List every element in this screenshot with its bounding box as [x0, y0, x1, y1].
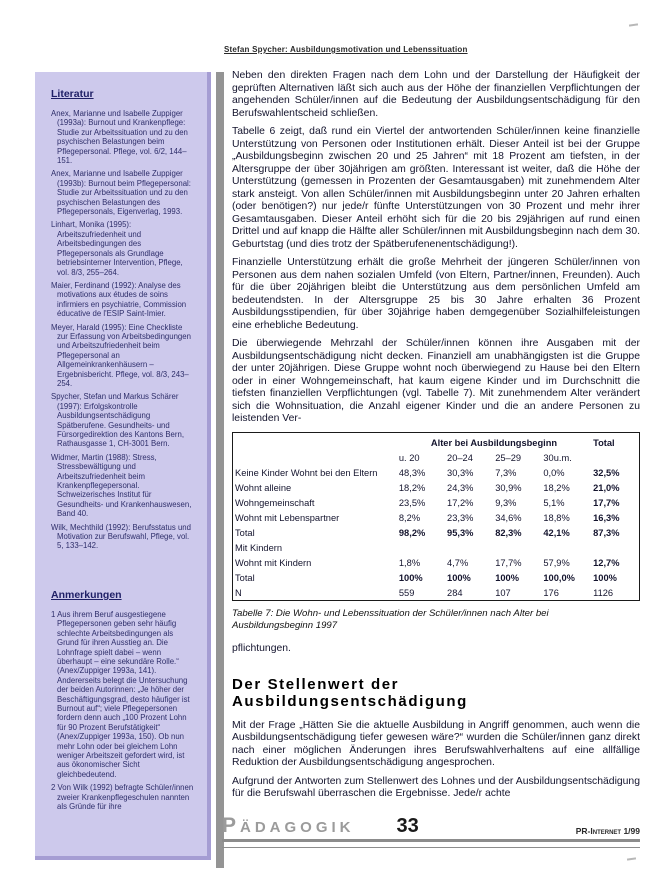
footer-rule: [222, 839, 640, 848]
row-label: Wohnt alleine: [235, 482, 292, 493]
row-label: Wohngemeinschaft: [235, 497, 315, 508]
table-body: [233, 465, 640, 601]
note-item: [51, 783, 195, 811]
section-paragraphs: [232, 720, 640, 801]
table-row: [233, 540, 640, 555]
page-number: 33: [396, 815, 419, 837]
cell-25-29: 82,3%: [495, 527, 522, 538]
paragraph: Neben den direkten Fragen nach dem Lohn und der Darstellung der Häufigkeit der geprüften Alternativen läßt sich auch aus der Höhe der finanziellen Verpflichtungen der angehenden Schüler/innen auf die Bedeutung der Ausbildungsentschädigung für den Berufswahlentscheid schließen.: [232, 70, 640, 119]
row-label: Total: [235, 572, 255, 583]
section-heading: Der Stellenwert der Ausbildungsentschädigung: [232, 675, 468, 710]
table-stub-header: [233, 432, 397, 465]
table-row: [233, 510, 640, 525]
row-label: N: [235, 587, 242, 598]
cell-u20: 8,2%: [398, 512, 421, 523]
cell-20-24: 284: [447, 587, 463, 598]
cell-25-29: 9,3%: [495, 497, 517, 508]
cell-total: 12,7%: [593, 557, 620, 568]
paragraph: Aufgrund der Antworten zum Stellenwert des Lohnes und der Ausbildungsentschädigung für die Berufswahl überraschen die Ergebnisse. Jede/r achte: [232, 775, 640, 799]
literature-entry: Linhart, Monika (1995): Arbeitszufriedenheit und Arbeitsbedingungen des Pflegepersonals als Grundlage betriebsinterner Intervention, Pflege, vol. 8/3, 255–264.: [51, 220, 183, 277]
row-label: Wohnt mit Lebenspartner: [235, 512, 340, 523]
table-row: [233, 480, 640, 495]
cell-u20: 559: [398, 587, 415, 598]
table-wrapper: [232, 432, 640, 602]
cell-20-24: 24,3%: [447, 482, 474, 493]
cell-30um: 57,9%: [543, 557, 570, 568]
table-group-header: Alter bei Ausbildungsbeginn: [430, 437, 558, 448]
registration-mark-top: [629, 23, 638, 26]
cell-25-29: 100%: [495, 572, 519, 583]
cell-25-29: 7,3%: [495, 467, 517, 478]
cell-30um: [541, 540, 591, 555]
literature-entry: Anex, Marianne und Isabelle Zuppiger (1993b): Burnout beim Pflegepersonal: Studie zur Arbeitssituation und zu den psychischen Belastungen des Pflegepersonals, Eigenverlag, 1993.: [51, 169, 191, 217]
cell-u20: 98,2%: [398, 527, 426, 538]
notes-heading: Anmerkungen: [51, 588, 122, 601]
cell-total: 17,7%: [593, 497, 620, 508]
table-row: [233, 555, 640, 570]
cell-20-24: 100%: [447, 572, 471, 583]
cell-25-29: 30,9%: [495, 482, 522, 493]
row-label: Keine Kinder Wohnt bei den Eltern: [235, 467, 378, 478]
literature-entry: Wilk, Mechthild (1992): Berufsstatus und Motivation zur Berufswahl, Pflege, vol. 5, 133–142.: [51, 522, 191, 551]
table-row: [233, 495, 640, 510]
column-label: 25–29: [495, 452, 522, 463]
cell-25-29: 34,6%: [495, 512, 522, 523]
column-label: u. 20: [398, 452, 420, 463]
cell-20-24: 23,3%: [447, 512, 474, 523]
cell-20-24: 17,2%: [447, 497, 474, 508]
main-column: [232, 70, 640, 807]
cell-20-24: [445, 540, 493, 555]
notes-list: [51, 610, 195, 812]
cell-20-24: 4,7%: [447, 557, 469, 568]
cell-u20: 1,8%: [398, 557, 421, 568]
note-text: Von Wilk (1992) befragte Schüler/innen zweier Krankenpflegeschulen nannten als Gründe für ihre: [57, 783, 194, 811]
note-text: Aus ihrem Beruf ausgestiegene Pflegepersonen geben sehr häufig schlechte Arbeitsbedingungen als Grund für ihren Ausstieg an. Die Lohnfrage spielt dabei – wenn überhaupt – eine sekundäre Rolle.“ (Anex/Zuppiger 1993a, 141). Andererseits belegt die Untersuchung der beiden Autorinnen: „Je höher der Beschäftigungsgrad, desto häufiger ist Burnout auf“; viele Pflegepersonen fordern denn auch „100 Prozent Lohn für 90 Prozent Berufstätigkeit“ (Anex/Zuppiger 1993a, 150). Ob nun mehr Lohn oder bei gleichem Lohn weniger Arbeitszeit gefordert wird, ist aus ökonomischer Sicht gleichbedeutend.: [57, 609, 190, 779]
issue-label: PR-Internet 1/99: [575, 826, 640, 836]
row-label: Wohnt mit Kindern: [235, 557, 312, 568]
registration-mark-bottom: [627, 857, 636, 860]
cell-u20: 100%: [398, 572, 423, 583]
paragraph: Die überwiegende Mehrzahl der Schüler/innen können ihre Ausgaben mit der Ausbildungsentschädigung nicht decken. Finanziell am unabhängigsten ist die Gruppe der unter 20jährigen. Diese Gruppe wohnt noch überwiegend zu Hause bei den Eltern oder in einer Wohngemeinschaft, hat kaum eigene Kinder und im Durchschnitt die tiefsten finanziellen Verpflichtungen (vgl. Tabelle 7). Mit zunehmendem Alter verändert sich die Wohnsituation, die Anzahl eigener Kinder und die an andere Personen zu leistenden Ver-: [232, 338, 640, 424]
body-paragraphs: [232, 70, 640, 426]
cell-u20: 48,3%: [398, 467, 426, 478]
cell-30um: 18,2%: [543, 482, 570, 493]
column-label: 30u.m.: [543, 452, 572, 463]
cell-30um: 18,8%: [543, 512, 570, 523]
journal-name: Pädagogik: [222, 814, 355, 837]
table-row: [233, 585, 640, 601]
table-row: [233, 465, 640, 480]
literature-list: [51, 109, 195, 551]
literature-entry: Anex, Marianne und Isabelle Zuppiger (1993a): Burnout und Krankenpflege: Studie zur Arbeitssituation und zu den psychischen Belastungen beim Pflegepersonal. Pflege, vol. 6/2, 144–151.: [51, 109, 188, 166]
gutter-rule: [216, 72, 224, 868]
note-number: 1: [51, 609, 56, 619]
cell-30um: 5,1%: [543, 497, 565, 508]
literature-heading: Literatur: [51, 88, 94, 100]
paragraph: Tabelle 6 zeigt, daß rund ein Viertel der antwortenden Schüler/innen keine finanzielle Unterstützung von Personen oder Institutionen erhält. Dieser Anteil ist bei der Gruppe „Ausbildungsbeginn zwischen 20 und 25 Jahren“ mit 18 Prozent am tiefsten, in der Altersgruppe der über 30jährigen am größten. Interessant ist weiter, daß die Höhe der Unterstützung (gemessen in Prozenten der Gesamtausgaben) mit zunehmendem Alter stark ansteigt. Von allen Schüler/innen mit Ausbildungsbeginn unter 20 Jahren erhalten (oder benötigen?) nur jede/r fünfte Unterstützungen von 30 Prozent und mehr ihrer Gesamtausgaben. Dieser Anteil erhöht sich für die 20 bis 29jährigen auf rund einen Drittel und auf knapp die Hälfte aller Schüler/innen mit Ausbildungsbeginn nach dem 30. Geburtstag (und dies trotz der Spätberufenenentschädigung!).: [232, 126, 640, 250]
table-caption: Tabelle 7: Die Wohn- und Lebenssituation der Schüler/innen nach Alter bei Ausbildungsbeginn 1997: [232, 608, 549, 631]
paragraph: Mit der Frage „Hätten Sie die aktuelle Ausbildung in Angriff genommen, auch wenn die Ausbildungsentschädigung tiefer gewesen wäre?“ wurden die Schüler/innen ganz direkt nach einer möglichen Änderungen ihres Berufswahlverhaltens auf eine allfällige Reduktion der Ausbildungsentschädigung angesprochen.: [232, 719, 640, 768]
cell-25-29: [493, 540, 541, 555]
note-number: 2: [51, 783, 56, 793]
note-item: [51, 610, 195, 779]
cell-20-24: 95,3%: [447, 527, 474, 538]
cell-total: 87,3%: [593, 527, 620, 538]
cell-total: 21,0%: [593, 482, 620, 493]
table-row: [233, 525, 640, 540]
cell-total: 32,5%: [593, 467, 620, 478]
cell-total: [591, 540, 639, 555]
cell-30um: 100,0%: [543, 572, 575, 583]
page-footer: [222, 814, 640, 848]
row-label: Mit Kindern: [235, 542, 283, 553]
literature-entry: Spycher, Stefan und Markus Schärer (1997): Erfolgskontrolle Ausbildungsentschädigung Spätberufene. Gesundheits- und Fürsorgedirektion des Kantons Bern, Rathausgasse 1, CH-3001 Bern.: [51, 392, 184, 449]
cell-u20: 18,2%: [398, 482, 426, 493]
cell-25-29: 17,7%: [495, 557, 522, 568]
cell-30um: 0,0%: [543, 467, 565, 478]
cell-u20: 23,5%: [398, 497, 426, 508]
footer-row: [222, 814, 640, 838]
table-total-header: Total: [593, 437, 615, 448]
literature-entry: Widmer, Martin (1988): Stress, Stressbewältigung und Arbeitszufriedenheit beim Krankenpflegepersonal. Schweizerisches Institut für Gesundheits- und Krankenhauswesen, Band 40.: [51, 452, 192, 519]
literature-entry: Maier, Ferdinand (1992): Analyse des motivations aux études de soins infirmiers en psychiatrie, Commission éducative de l'ESIP Saint-Imier.: [51, 280, 187, 319]
row-label: Total: [235, 527, 255, 538]
wohnsituation-table: [232, 432, 640, 602]
sidebar: [35, 72, 211, 860]
cell-20-24: 30,3%: [447, 467, 474, 478]
literature-entry: Meyer, Harald (1995): Eine Checkliste zur Erfassung von Arbeitsbedingungen und Arbeitszufriedenheit beim Pflegepersonal an Allgemeinkrankenhäusern – Ergebnisbericht. Pflege, vol. 8/3, 243–254.: [51, 322, 191, 388]
running-head: Stefan Spycher: Ausbildungsmotivation und Lebenssituation: [224, 45, 468, 54]
paragraph: Finanzielle Unterstützung erhält die große Mehrheit der jüngeren Schüler/innen von Personen aus dem nahen sozialen Umfeld (von Eltern, Partner/innen, Freunden). Auch für die über 20jährigen bleibt die Unterstützung aus dem persönlichen Umfeld am bedeutendsten. In der Altersgruppe 25 bis 30 Jahre erhalten 36 Prozent Ausbildungsstipendien, für über 30jährige haben demgegenüber Sozialhilfeleistungen eine erhebliche Bedeutung.: [232, 257, 640, 331]
cell-25-29: 107: [495, 587, 511, 598]
table-row: [233, 570, 640, 585]
cell-30um: 42,1%: [543, 527, 570, 538]
cell-total: 100%: [593, 572, 617, 583]
continuation-paragraph: pflichtungen.: [232, 643, 291, 654]
cell-total: 1126: [593, 587, 614, 598]
cell-30um: 176: [543, 587, 559, 598]
cell-total: 16,3%: [593, 512, 620, 523]
cell-u20: [397, 540, 445, 555]
column-label: 20–24: [447, 452, 473, 463]
